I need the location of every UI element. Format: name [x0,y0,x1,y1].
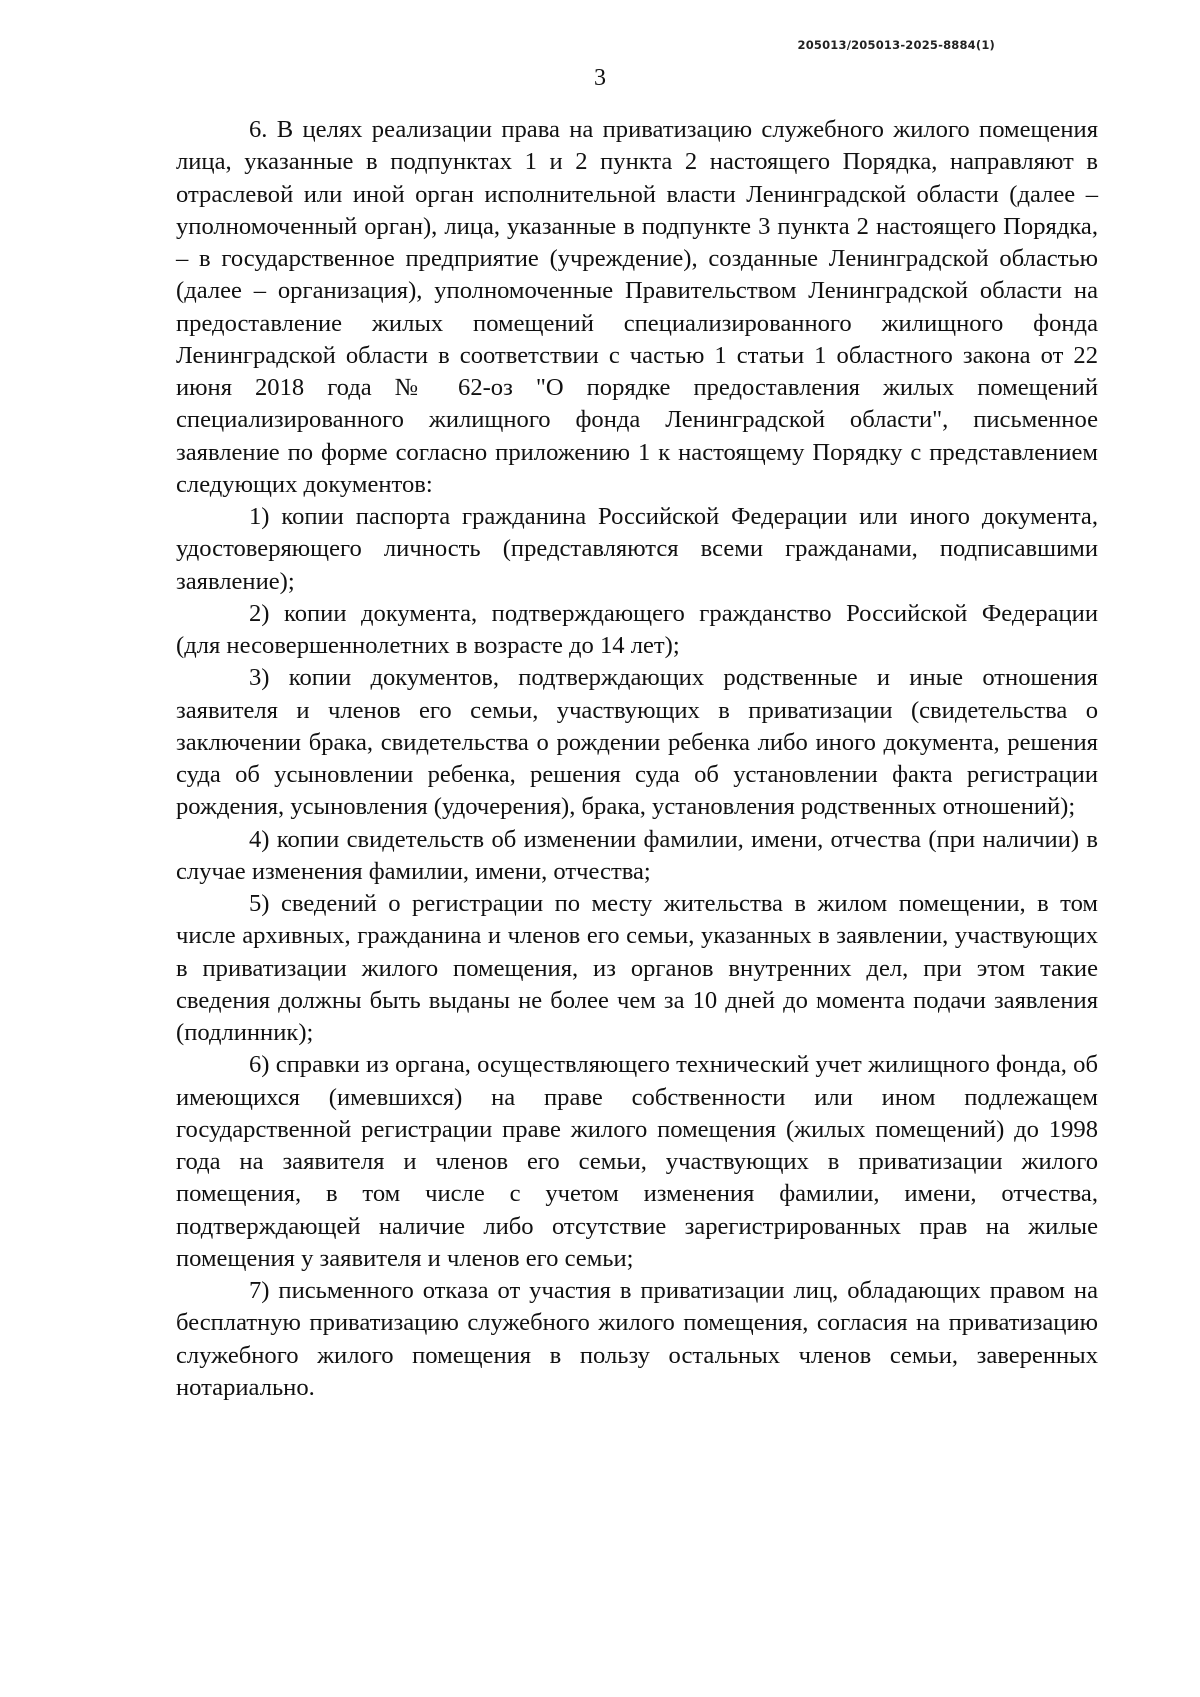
list-item-2: 2) копии документа, подтверждающего гражданство Российской Федерации (для несовершеннолетних в возрасте до 14 лет); [176,599,1098,659]
document-body [176,114,1098,1404]
list-item-4: 4) копии свидетельств об изменении фамилии, имени, отчества (при наличии) в случае изменения фамилии, имени, отчества; [176,825,1098,885]
paragraph-6-intro: 6. В целях реализации права на приватизацию служебного жилого помещения лица, указанные в подпунктах 1 и 2 пункта 2 настоящего Порядка, направляют в отраслевой или иной орган исполнительной власти Ленинградской области (далее – уполномоченный орган), лица, указанные в подпункте 3 пункта 2 настоящего Порядка, – в государственное предприятие (учреждение), созданные Ленинградской областью (далее – организация), уполномоченные Правительством Ленинградской области на предоставление жилых помещений специализированного жилищного фонда Ленинградской области в соответствии с частью 1 статьи 1 областного закона от 22 июня 2018 года № 62-оз "О порядке предоставления жилых помещений специализированного жилищного фонда Ленинградской области", письменное заявление по форме согласно приложению 1 к настоящему Порядку с представлением следующих документов: [176,116,1098,498]
list-item-6: 6) справки из органа, осуществляющего технический учет жилищного фонда, об имеющихся (имевшихся) на праве собственности или ином подлежащем государственной регистрации праве жилого помещения (жилых помещений) до 1998 года на заявителя и членов его семьи, участвующих в приватизации жилого помещения, в том числе с учетом изменения фамилии, имени, отчества, подтверждающей наличие либо отсутствие зарегистрированных прав на жилые помещения у заявителя и членов его семьи; [176,1051,1098,1272]
list-item-3: 3) копии документов, подтверждающих родственные и иные отношения заявителя и членов его семьи, участвующих в приватизации (свидетельства о заключении брака, свидетельства о рождении ребенка либо иного документа, решения суда об усыновлении ребенка, решения суда об установлении факта регистрации рождения, усыновления (удочерения), брака, установления родственных отношений); [176,664,1098,821]
list-item-1: 1) копии паспорта гражданина Российской Федерации или иного документа, удостоверяющего личность (представляются всеми гражданами, подписавшими заявление); [176,503,1098,595]
page-number: 3 [594,65,606,91]
document-registration-number: 205013/205013-2025-8884(1) [797,38,995,52]
list-item-7: 7) письменного отказа от участия в приватизации лиц, обладающих правом на бесплатную приватизацию служебного жилого помещения, согласия на приватизацию служебного жилого помещения в пользу остальных членов семьи, заверенных нотариально. [176,1277,1098,1401]
list-item-5: 5) сведений о регистрации по месту жительства в жилом помещении, в том числе архивных, гражданина и членов его семьи, указанных в заявлении, участвующих в приватизации жилого помещения, из органов внутренних дел, при этом такие сведения должны быть выданы не более чем за 10 дней до момента подачи заявления (подлинник); [176,890,1098,1046]
